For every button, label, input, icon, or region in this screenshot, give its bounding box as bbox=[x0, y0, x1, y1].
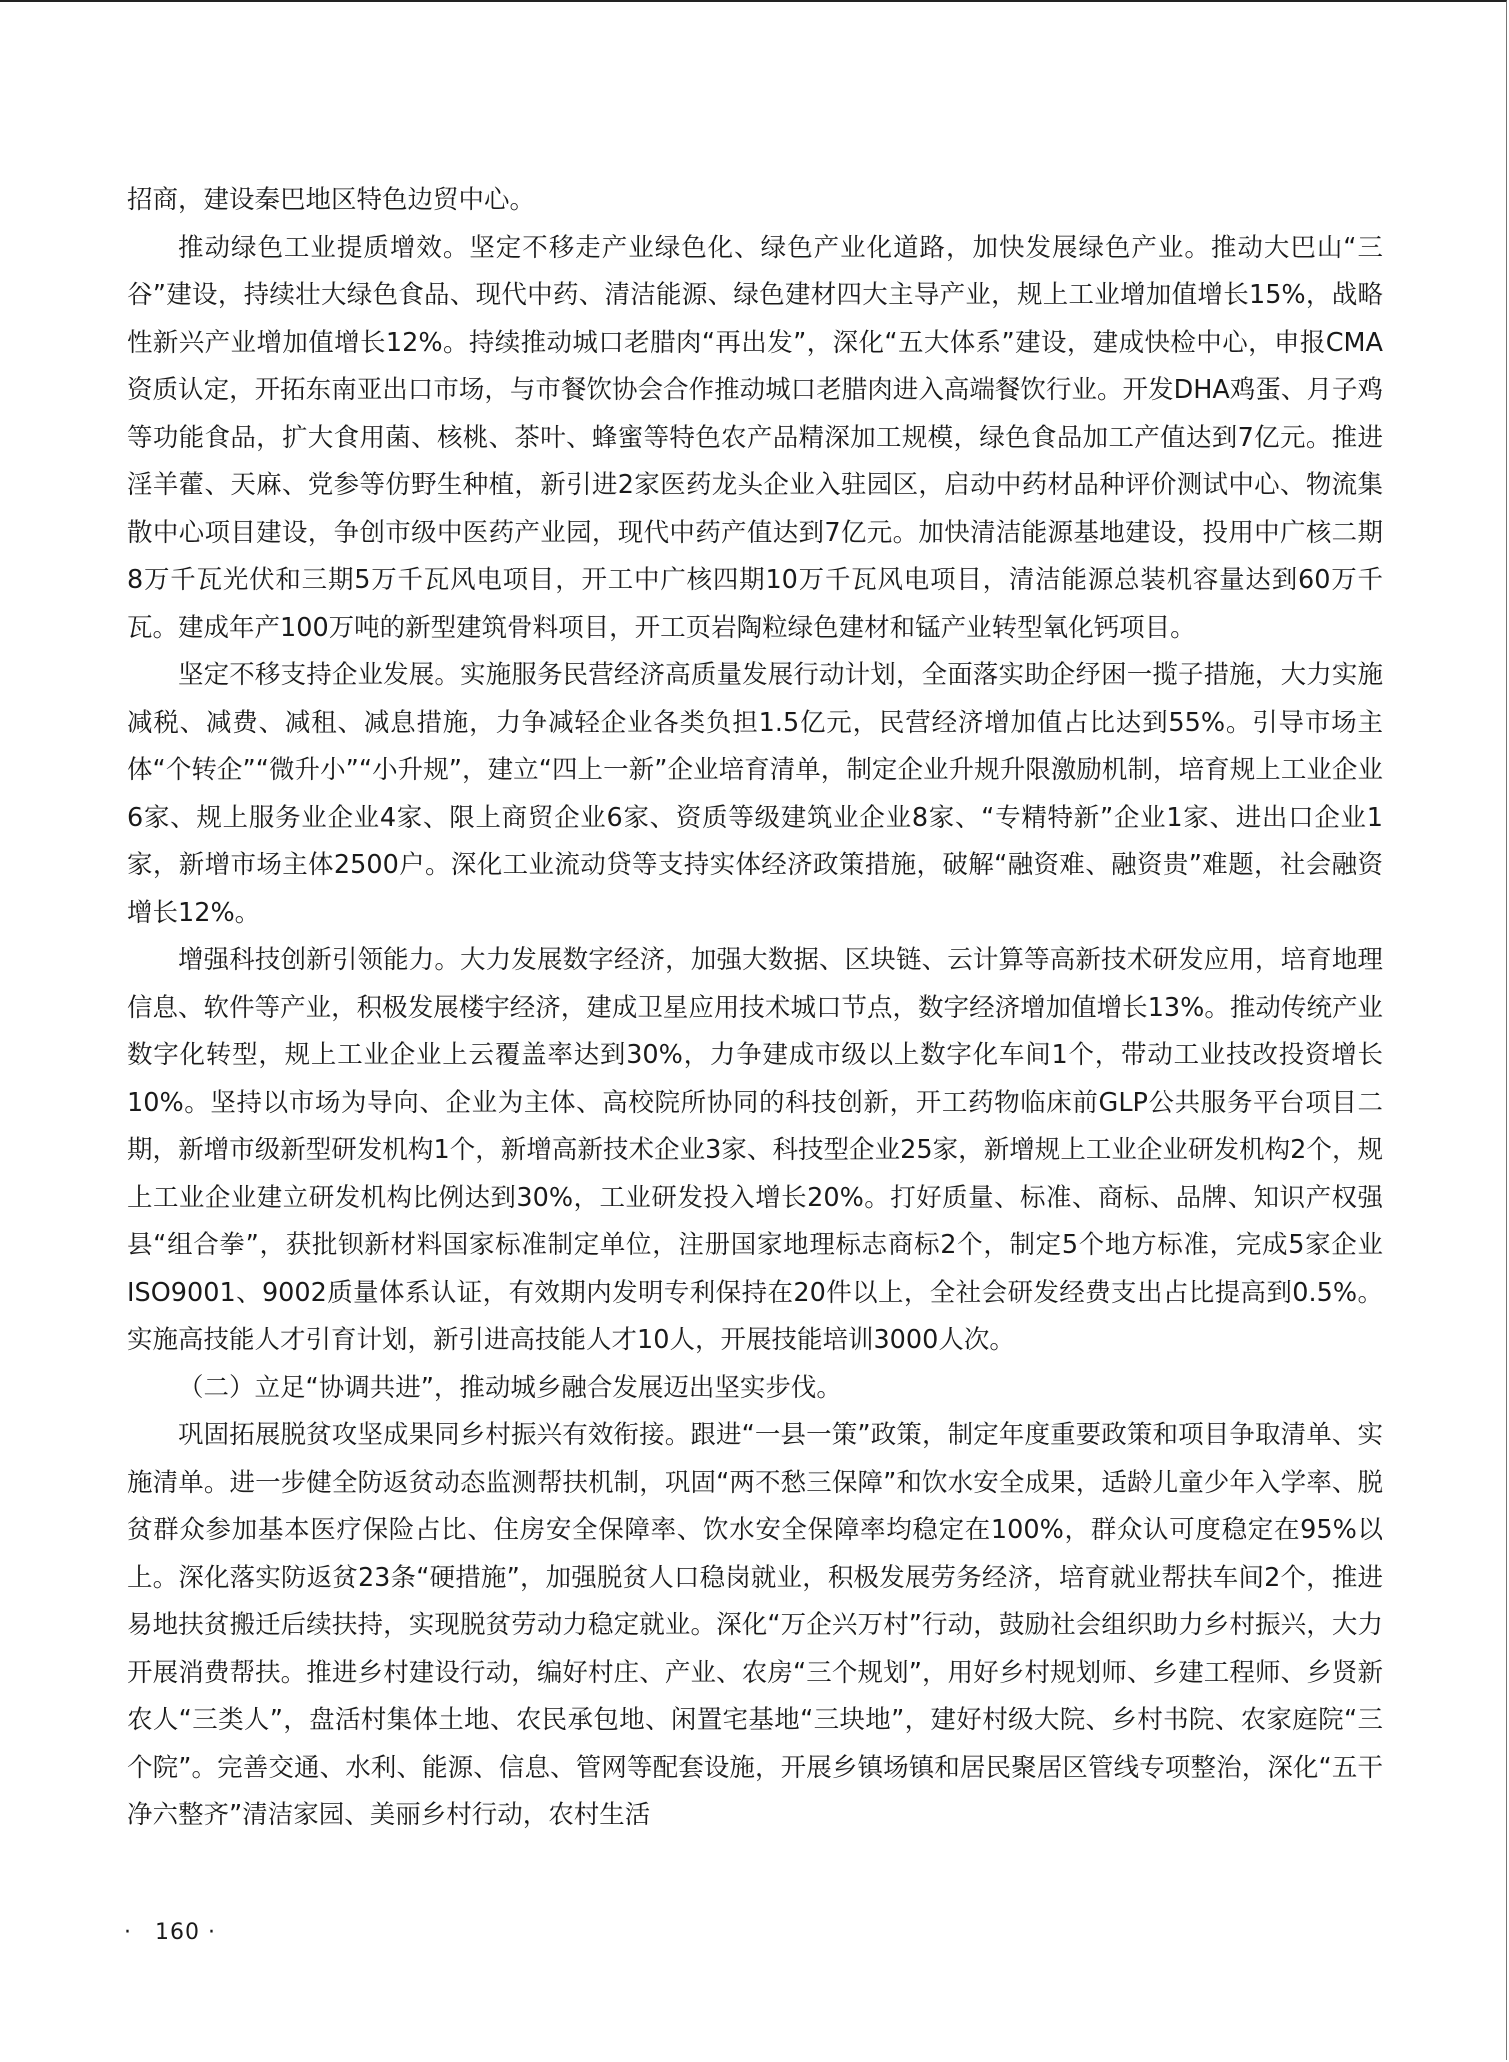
paragraph-rural-revitalization: 巩固拓展脱贫攻坚成果同乡村振兴有效衔接。跟进“一县一策”政策，制定年度重要政策和项目争取清单、实施清单。进一步健全防返贫动态监测帮扶机制，巩固“两不愁三保障”和饮水安全成果，适龄儿童少年入学率、脱贫群众参加基本医疗保险占比、住房安全保障率、饮水安全保障率均稳定在100%，群众认可度稳定在95%以上。深化落实防返贫23条“硬措施”，加强脱贫人口稳岗就业，积极发展劳务经济，培育就业帮扶车间2个，推进易地扶贫搬迁后续扶持，实现脱贫劳动力稳定就业。深化“万企兴万村”行动，鼓励社会组织助力乡村振兴，大力开展消费帮扶。推进乡村建设行动，编好村庄、产业、农房“三个规划”，用好乡村规划师、乡建工程师、乡贤新农人“三类人”，盘活村集体土地、农民承包地、闲置宅基地“三块地”，建好村级大院、乡村书院、农家庭院“三个院”。完善交通、水利、能源、信息、管网等配套设施，开展乡镇场镇和居民聚居区管线专项整治，深化“五干净六整齐”清洁家园、美丽乡村行动，农村生活 bbox=[127, 1420, 1383, 1830]
paragraph-enterprise-development: 坚定不移支持企业发展。实施服务民营经济高质量发展行动计划，全面落实助企纾困一揽子措施，大力实施减税、减费、减租、减息措施，力争减轻企业各类负担1.5亿元，民营经济增加值占比达到55%。引导市场主体“个转企”“微升小”“小升规”，建立“四上一新”企业培育清单，制定企业升规升限激励机制，培育规上工业企业6家、规上服务业企业4家、限上商贸企业6家、资质等级建筑业企业8家、“专精特新”企业1家、进出口企业1家，新增市场主体2500户。深化工业流动贷等支持实体经济政策措施，破解“融资难、融资贵”难题，社会融资增长12%。 bbox=[127, 660, 1383, 928]
section-heading: （二）立足“协调共进”，推动城乡融合发展迈出坚实步伐。 bbox=[178, 1372, 842, 1403]
document-body bbox=[127, 177, 1383, 1840]
paragraph-green-industry: 推动绿色工业提质增效。坚定不移走产业绿色化、绿色产业化道路，加快发展绿色产业。推动大巴山“三谷”建设，持续壮大绿色食品、现代中药、清洁能源、绿色建材四大主导产业，规上工业增加值增长15%，战略性新兴产业增加值增长12%。持续推动城口老腊肉“再出发”，深化“五大体系”建设，建成快检中心，申报CMA资质认定，开拓东南亚出口市场，与市餐饮协会合作推动城口老腊肉进入高端餐饮行业。开发DHA鸡蛋、月子鸡等功能食品，扩大食用菌、核桃、茶叶、蜂蜜等特色农产品精深加工规模，绿色食品加工产值达到7亿元。推进淫羊藿、天麻、党参等仿野生种植，新引进2家医药龙头企业入驻园区，启动中药材品种评价测试中心、物流集散中心项目建设，争创市级中医药产业园，现代中药产值达到7亿元。加快清洁能源基地建设，投用中广核二期8万千瓦光伏和三期5万千瓦风电项目，开工中广核四期10万千瓦风电项目，清洁能源总装机容量达到60万千瓦。建成年产100万吨的新型建筑骨料项目，开工页岩陶粒绿色建材和锰产业转型氧化钙项目。 bbox=[127, 232, 1383, 643]
paragraph-continuation: 招商，建设秦巴地区特色边贸中心。 bbox=[127, 185, 536, 215]
paragraph-tech-innovation: 增强科技创新引领能力。大力发展数字经济，加强大数据、区块链、云计算等高新技术研发应用，培育地理信息、软件等产业，积极发展楼宇经济，建成卫星应用技术城口节点，数字经济增加值增长13%。推动传统产业数字化转型，规上工业企业上云覆盖率达到30%，力争建成市级以上数字化车间1个，带动工业技改投资增长10%。坚持以市场为导向、企业为主体、高校院所协同的科技创新，开工药物临床前GLP公共服务平台项目二期，新增市级新型研发机构1个，新增高新技术企业3家、科技型企业25家，新增规上工业企业研发机构2个，规上工业企业建立研发机构比例达到30%，工业研发投入增长20%。打好质量、标准、商标、品牌、知识产权强县“组合拳”，获批钡新材料国家标准制定单位，注册国家地理标志商标2个，制定5个地方标准，完成5家企业ISO9001、9002质量体系认证，有效期内发明专利保持在20件以上，全社会研发经费支出占比提高到0.5%。实施高技能人才引育计划，新引进高技能人才10人，开展技能培训3000人次。 bbox=[127, 945, 1383, 1355]
page-number: · 160 · bbox=[124, 1920, 216, 1945]
